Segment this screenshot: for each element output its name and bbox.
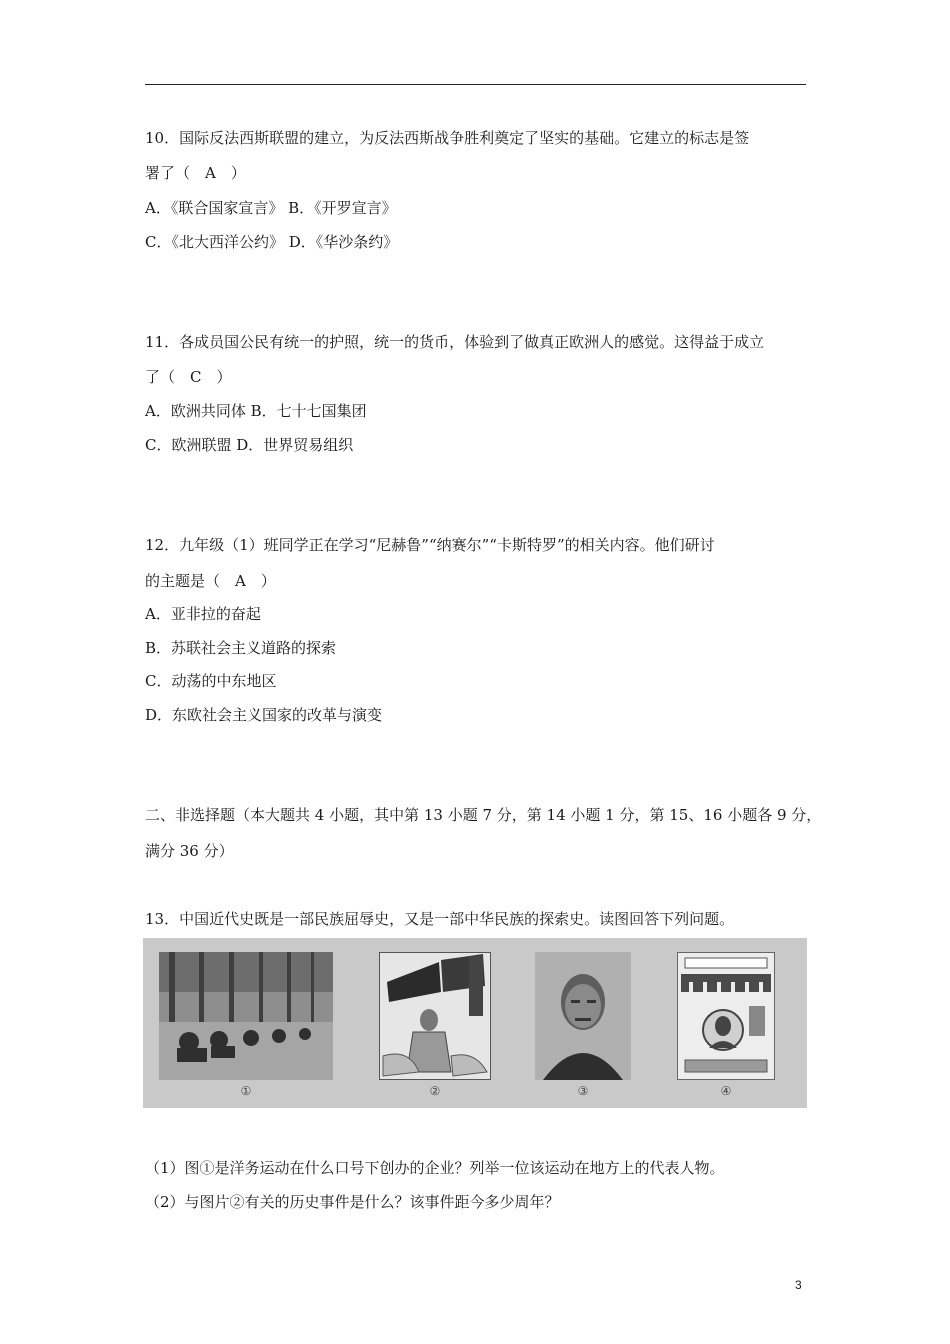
section2-heading-line1: 二、非选择题（本大题共 4 小题，其中第 13 小题 7 分，第 14 小题 1 分，第 15、16 小题各 9 分， bbox=[145, 806, 822, 824]
figure-caption-1: ① bbox=[240, 1084, 252, 1098]
q12-option-a: A．亚非拉的奋起 bbox=[145, 605, 261, 623]
q10-options-cd: C．《北大西洋公约》 D．《华沙条约》 bbox=[145, 233, 399, 251]
q10-stem-line2: 署了（ A ） bbox=[145, 164, 246, 182]
q10-options-ab: A．《联合国家宣言》 B．《开罗宣言》 bbox=[145, 199, 397, 217]
header-rule bbox=[145, 84, 806, 85]
q13-subquestion-2: （2）与图片②有关的历史事件是什么？该事件距今多少周年？ bbox=[145, 1193, 560, 1211]
q12-option-d: D．东欧社会主义国家的改革与演变 bbox=[145, 706, 383, 724]
q13-stem: 13．中国近代史既是一部民族屈辱史，又是一部中华民族的探索史。读图回答下列问题。 bbox=[145, 910, 735, 928]
q11-stem-line1: 11．各成员国公民有统一的护照，统一的货币，体验到了做真正欧洲人的感觉。这得益于成立 bbox=[145, 333, 765, 351]
figure-caption-3: ③ bbox=[577, 1084, 589, 1098]
q12-stem-line2: 的主题是（ A ） bbox=[145, 572, 276, 590]
q12-option-b: B．苏联社会主义道路的探索 bbox=[145, 639, 337, 657]
q12-option-c: C．动荡的中东地区 bbox=[145, 672, 277, 690]
q12-stem-line1: 12．九年级（1）班同学正在学习“尼赫鲁”“纳赛尔”“卡斯特罗”的相关内容。他们研讨 bbox=[145, 536, 715, 554]
figure-3-portrait bbox=[535, 952, 631, 1080]
section2-heading-line2: 满分 36 分） bbox=[145, 842, 234, 860]
q13-figure-strip bbox=[143, 938, 807, 1108]
q11-options-cd: C．欧洲联盟 D．世界贸易组织 bbox=[145, 436, 354, 454]
figure-1-factory-photo bbox=[159, 952, 333, 1080]
figure-4-magazine-cover bbox=[677, 952, 775, 1080]
q10-stem-line1: 10．国际反法西斯联盟的建立，为反法西斯战争胜利奠定了坚实的基础。它建立的标志是签 bbox=[145, 129, 750, 147]
figure-caption-2: ② bbox=[429, 1084, 441, 1098]
q11-stem-line2: 了（ C ） bbox=[145, 368, 232, 386]
figure-2-poster bbox=[379, 952, 491, 1080]
figure-caption-4: ④ bbox=[720, 1084, 732, 1098]
q13-subquestion-1: （1）图①是洋务运动在什么口号下创办的企业？列举一位该运动在地方上的代表人物。 bbox=[145, 1159, 725, 1177]
page-number: 3 bbox=[795, 1278, 802, 1292]
q11-options-ab: A．欧洲共同体 B．七十七国集团 bbox=[145, 402, 367, 420]
